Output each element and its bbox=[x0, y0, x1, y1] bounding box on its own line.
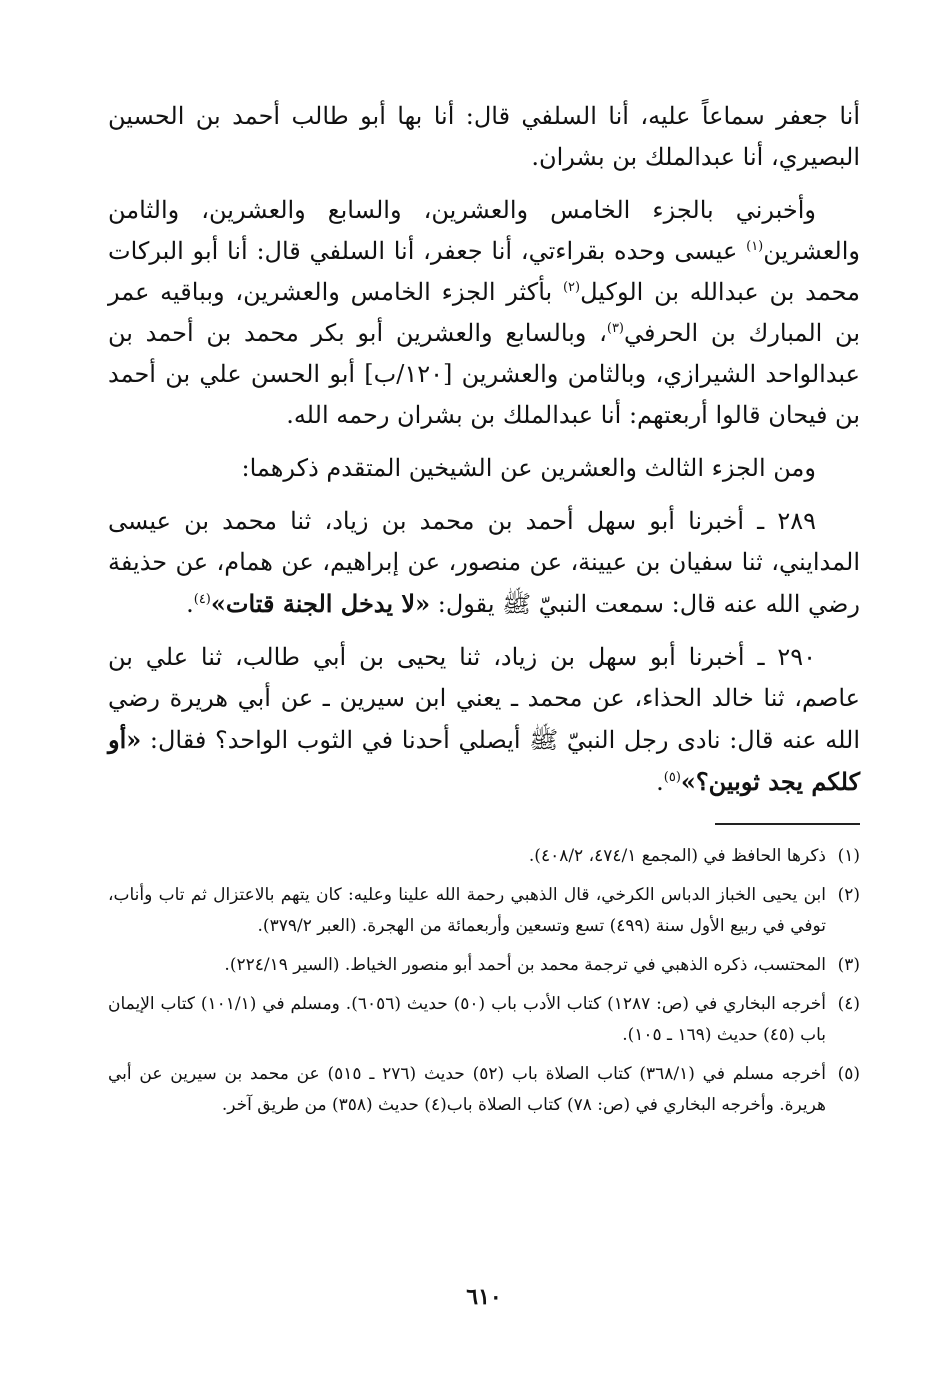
hadith-289-quote: «لا يدخل الجنة قتات» bbox=[210, 589, 431, 618]
footnote-text: ذكرها الحافظ في (المجمع ٤٧٤/١، ٤٠٨/٢). bbox=[528, 846, 826, 866]
footnote bbox=[108, 841, 860, 872]
paragraph-2 bbox=[108, 190, 860, 436]
hadith-290 bbox=[108, 637, 860, 803]
paragraph-2-part-b: عيسى وحده بقراءتي، أنا جعفر، أنا السلفي قال: أنا أبو البركات محمد بن عبدالله بن الوكيل bbox=[108, 237, 860, 306]
footnote-number: (٣) bbox=[837, 955, 860, 975]
main-text bbox=[108, 96, 860, 803]
footnote-ref-5: (٥) bbox=[663, 770, 681, 785]
footnote bbox=[108, 950, 860, 981]
paragraph-1: أنا جعفر سماعاً عليه، أنا السلفي قال: أنا بها أبو طالب أحمد بن الحسين البصيري، أنا عبدالملك بن بشران. bbox=[108, 102, 860, 171]
footnote-text: ابن يحيى الخباز الدباس الكرخي، قال الذهبي رحمة الله علينا وعليه: كان يتهم بالاعتزال ثم تاب وأناب، توفي في ربيع الأول سنة (٤٩٩) تسع وتسعين وأربعمائة من الهجرة. (العبر ٣٧٩/٢). bbox=[108, 885, 826, 936]
footnote-ref-2: (٢) bbox=[562, 280, 581, 295]
paragraph-2-part-c: بأكثر الجزء الخامس والعشرين، وبباقيه عمر بن المبارك بن الحرفي bbox=[108, 278, 860, 347]
paragraph-3: ومن الجزء الثالث والعشرين عن الشيخين المتقدم ذكرهما: bbox=[241, 454, 816, 482]
footnote-number: (٥) bbox=[837, 1064, 860, 1084]
footnote-number: (١) bbox=[837, 846, 860, 866]
footnote bbox=[108, 880, 860, 942]
paragraph-2-part-d: ، وبالسابع والعشرين أبو بكر محمد بن أحمد بن عبدالواحد الشيرازي، وبالثامن والعشرين [١٢٠/ب] أبو الحسن علي بن أحمد بن فيحان قالوا أربعتهم: أنا عبدالملك بن بشران رحمه الله. bbox=[108, 319, 860, 429]
hadith-289-text: ٢٨٩ ـ أخبرنا أبو سهل أحمد بن محمد بن زياد، ثنا محمد بن عيسى المدايني، ثنا سفيان بن عيينة، عن منصور، عن إبراهيم، عن همام، عن حذيفة رضي الله عنه قال: سمعت النبيّ ﷺ يقول: bbox=[108, 507, 860, 618]
footnote-text: أخرجه مسلم في (٣٦٨/١) كتاب الصلاة باب (٥٢) حديث (٢٧٦ ـ ٥١٥) عن محمد بن سيرين عن أبي هريرة. وأخرجه البخاري في (ص: ٧٨) كتاب الصلاة باب(٤) حديث (٣٥٨) من طريق آخر. bbox=[108, 1064, 826, 1115]
footnote-text: المحتسب، ذكره الذهبي في ترجمة محمد بن أحمد أبو منصور الخياط. (السير ٢٢٤/١٩). bbox=[224, 955, 826, 975]
book-page bbox=[108, 96, 860, 1356]
hadith-290-quote: «أو كلكم يجد ثوبين؟» bbox=[108, 725, 860, 796]
footnote-ref-1: (١) bbox=[746, 239, 764, 254]
footnote-number: (٢) bbox=[837, 885, 860, 905]
footnote bbox=[108, 1059, 860, 1121]
page-number: ٦١٠ bbox=[466, 1284, 502, 1310]
hadith-290-text: ٢٩٠ ـ أخبرنا أبو سهل بن زياد، ثنا يحيى بن أبي طالب، ثنا علي بن عاصم، ثنا خالد الحذاء، عن محمد ـ يعني ابن سيرين ـ عن أبي هريرة رضي الله عنه قال: نادى رجل النبيّ ﷺ أيصلي أحدنا في الثوب الواحد؟ فقال: bbox=[108, 643, 860, 754]
hadith-289 bbox=[108, 501, 860, 625]
hadith-289-end: . bbox=[186, 590, 194, 618]
footnote-ref-3: (٣) bbox=[606, 321, 624, 336]
footnote-ref-4: (٤) bbox=[193, 592, 211, 607]
paragraph-2-part-a: وأخبرني بالجزء الخامس والعشرين، والسابع والعشرين، والثامن والعشرين bbox=[108, 196, 860, 265]
footnote-number: (٤) bbox=[837, 994, 860, 1014]
hadith-290-end: . bbox=[656, 768, 664, 796]
footnotes bbox=[108, 841, 860, 1121]
footnote-text: أخرجه البخاري في (ص: ١٢٨٧) كتاب الأدب باب (٥٠) حديث (٦٠٥٦). ومسلم في (١٠١/١) كتاب الإيمان باب (٤٥) حديث (١٦٩ ـ ١٠٥). bbox=[108, 994, 826, 1045]
footnote-divider bbox=[715, 823, 860, 825]
footnote bbox=[108, 989, 860, 1051]
